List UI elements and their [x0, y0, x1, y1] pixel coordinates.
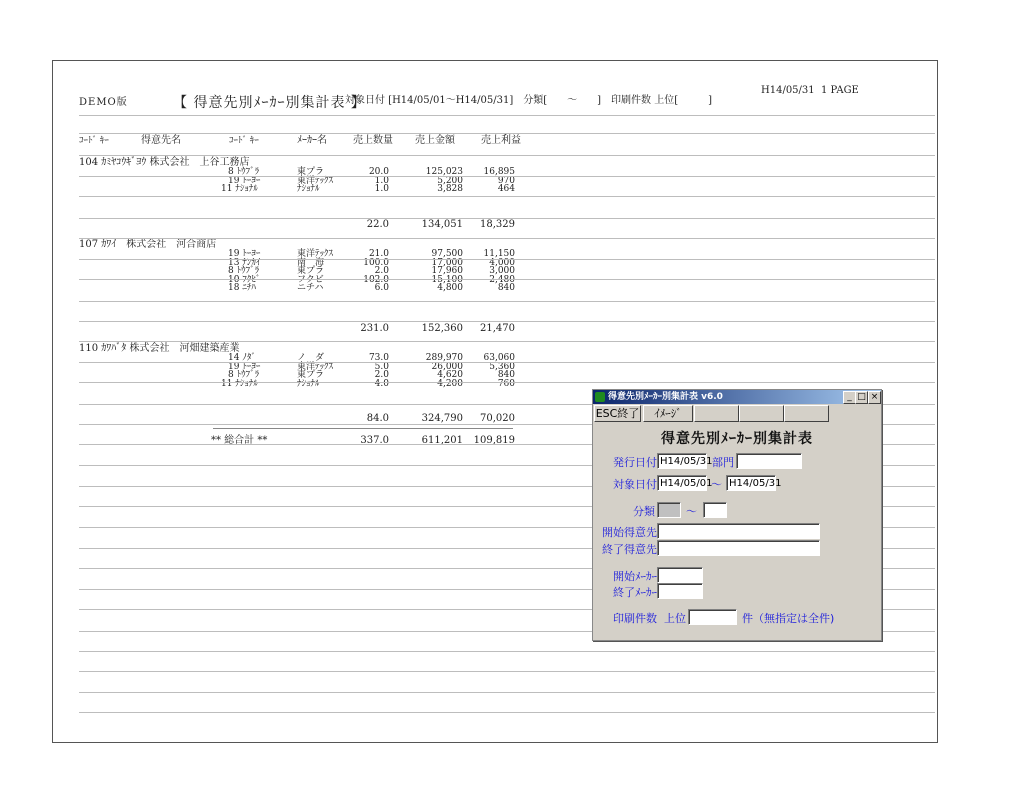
ruled-line: [79, 301, 935, 302]
maker-code: 19 ﾄｰﾖｰ: [228, 249, 261, 259]
profit-cell: 63,060: [483, 353, 515, 363]
issue-date-field[interactable]: H14/05/31: [657, 453, 707, 469]
subtotal-profit: 18,329: [480, 219, 515, 230]
profit-cell: 16,895: [483, 167, 515, 177]
profit-cell: 3,000: [489, 266, 515, 277]
grand-total-qty: 337.0: [360, 435, 389, 446]
maker-code: 14 ﾉﾀﾞ: [228, 353, 256, 363]
col-qty: 売上数量: [353, 135, 393, 146]
maker-name: 東プラ: [297, 167, 325, 177]
subtotal-amount: 134,051: [421, 219, 463, 230]
maker-name: ﾅｼｮﾅﾙ: [297, 378, 320, 389]
esc-exit-button[interactable]: ESC終了: [595, 407, 640, 420]
qty-cell: 6.0: [374, 283, 389, 294]
maker-code: 11 ﾅｼｮﾅﾙ: [221, 184, 258, 195]
maximize-icon[interactable]: □: [855, 391, 868, 404]
ruled-line: [79, 279, 935, 280]
ruled-line: [79, 176, 935, 177]
maker-name: 東プラ: [297, 370, 325, 381]
toolbar-blank-button-2[interactable]: [739, 405, 784, 422]
profit-cell: 970: [497, 175, 515, 186]
profit-cell: 2,480: [489, 274, 515, 285]
qty-cell: 73.0: [368, 353, 389, 363]
maker-name: 東プラ: [297, 266, 325, 277]
ruled-line: [79, 341, 935, 342]
ruled-line: [79, 671, 935, 672]
qty-cell: 1.0: [374, 184, 389, 195]
maker-name: 東洋ﾃｯｸｽ: [297, 249, 334, 259]
ruled-line: [79, 382, 935, 383]
profit-cell: 5,360: [489, 361, 515, 372]
maker-code: 19 ﾄｰﾖｰ: [228, 361, 261, 372]
maker-code: 13 ﾅﾝｶｲ: [228, 257, 261, 268]
col-profit: 売上利益: [481, 135, 521, 146]
category-from-field[interactable]: [657, 502, 681, 518]
ruled-line: [79, 196, 935, 197]
maker-code: 18 ﾆﾁﾊ: [228, 283, 256, 294]
profit-cell: 840: [497, 370, 515, 381]
subtotal-amount: 152,360: [421, 323, 463, 334]
toolbar-blank-button-1[interactable]: [694, 405, 739, 422]
maker-name: ﾅｼｮﾅﾙ: [297, 184, 320, 195]
maker-code: 19 ﾄｰﾖｰ: [228, 175, 261, 186]
subtotal-qty: 22.0: [366, 219, 389, 230]
profit-cell: 11,150: [483, 249, 515, 259]
maker-name: 南 海: [297, 257, 325, 268]
ruled-line: [79, 115, 935, 116]
profit-cell: 760: [497, 378, 515, 389]
qty-cell: 102.0: [363, 274, 389, 285]
qty-cell: 2.0: [374, 266, 389, 277]
maker-code: 11 ﾅｼｮﾅﾙ: [221, 378, 258, 389]
amount-cell: 5,200: [437, 175, 463, 186]
print-count-field[interactable]: [688, 609, 737, 625]
maker-name: フクビ: [297, 274, 324, 285]
col-maker-name: ﾒｰｶｰ名: [297, 135, 327, 146]
amount-cell: 125,023: [425, 167, 463, 177]
maker-code: 8 ﾄｳﾌﾞﾗ: [228, 370, 260, 381]
ruled-line: [79, 692, 935, 693]
maker-name: 東洋ﾃｯｸｽ: [297, 175, 334, 186]
qty-cell: 4.0: [374, 378, 389, 389]
ruled-line: [79, 133, 935, 134]
subtotal-qty: 231.0: [360, 323, 389, 334]
customer-header: 107 ｶﾜｲ 株式会社 河合商店: [79, 239, 217, 250]
start-maker-field[interactable]: [657, 567, 703, 583]
start-maker-label: 開始ﾒｰｶｰ: [613, 570, 657, 583]
maker-name: ノ ダ: [297, 353, 325, 363]
maker-code: 10 ﾌｸﾋﾞ: [228, 274, 261, 285]
category-label: 分類: [633, 505, 655, 518]
category-to-field[interactable]: [703, 502, 727, 518]
demo-label: DEMO版: [79, 97, 128, 108]
target-date-label: 対象日付: [613, 478, 657, 491]
ruled-line: [79, 712, 935, 713]
end-customer-field[interactable]: [657, 540, 820, 556]
qty-cell: 21.0: [368, 249, 389, 259]
amount-cell: 289,970: [425, 353, 463, 363]
toolbar-blank-button-3[interactable]: [784, 405, 829, 422]
start-customer-field[interactable]: [657, 523, 820, 539]
amount-cell: 4,800: [437, 283, 463, 294]
dialog-titlebar[interactable]: [593, 390, 881, 404]
maker-code: 8 ﾄｳﾌﾞﾗ: [228, 167, 260, 177]
ruled-line: [79, 321, 935, 322]
ruled-line: [79, 155, 935, 156]
end-maker-field[interactable]: [657, 583, 703, 599]
ruled-line: [79, 362, 935, 363]
grand-total-rule: [213, 428, 513, 429]
subtotal-profit: 70,020: [480, 413, 515, 424]
customer-header: 104 ｶﾐﾔｺｳｷﾞﾖｳ 株式会社 上谷工務店: [79, 157, 250, 168]
qty-cell: 2.0: [374, 370, 389, 381]
amount-cell: 4,620: [437, 370, 463, 381]
maker-name: 東洋ﾃｯｸｽ: [297, 361, 334, 372]
subtotal-profit: 21,470: [480, 323, 515, 334]
grand-total-profit: 109,819: [473, 435, 515, 446]
category-range-tilde: ～: [686, 505, 697, 518]
profit-cell: 464: [497, 184, 515, 195]
minimize-icon[interactable]: _: [843, 391, 856, 404]
col-maker-code: ｺｰﾄﾞ ｷｰ: [229, 136, 259, 146]
profit-cell: 840: [497, 283, 515, 294]
end-maker-label: 終了ﾒｰｶｰ: [613, 586, 657, 599]
amount-cell: 26,000: [431, 361, 463, 372]
report-settings-dialog: [592, 389, 882, 641]
dialog-heading: 得意先別ﾒｰｶｰ別集計表: [661, 431, 813, 447]
print-date: H14/05/31: [761, 85, 815, 96]
ruled-line: [79, 259, 935, 260]
qty-cell: 20.0: [368, 167, 389, 177]
print-count-note: 件（無指定は全件): [742, 612, 835, 625]
col-cust-code: ｺｰﾄﾞ ｷｰ: [79, 136, 109, 146]
page-number: 1 PAGE: [821, 85, 859, 96]
amount-cell: 97,500: [431, 249, 463, 259]
dept-field[interactable]: [736, 453, 802, 469]
close-icon[interactable]: ×: [868, 391, 881, 404]
amount-cell: 15,100: [431, 274, 463, 285]
date-range-tilde: ～: [711, 478, 722, 491]
qty-cell: 100.0: [363, 257, 389, 268]
subtotal-amount: 324,790: [421, 413, 463, 424]
app-icon: [595, 392, 605, 402]
amount-cell: 3,828: [437, 184, 463, 195]
grand-total-amount: 611,201: [421, 435, 463, 446]
ruled-line: [79, 218, 935, 219]
dialog-title: 得意先別ﾒｰｶｰ別集計表 v6.0: [608, 392, 723, 402]
print-count-label: 印刷件数: [613, 612, 657, 625]
amount-cell: 17,000: [431, 257, 463, 268]
report-title: 【 得意先別ﾒｰｶｰ別集計表 】: [173, 95, 366, 111]
customer-header: 110 ｶﾜﾊﾞﾀ 株式会社 河畑建築産業: [79, 343, 240, 354]
col-cust-name: 得意先名: [141, 135, 181, 146]
report-header-params: 対象日付 [H14/05/01～H14/05/31] 分類[ ～ ] 印刷件数 上位[ ]: [345, 95, 713, 106]
dept-label: 部門: [712, 456, 734, 469]
qty-cell: 5.0: [374, 361, 389, 372]
maker-name: ニチハ: [297, 283, 324, 294]
profit-cell: 4,000: [489, 257, 515, 268]
subtotal-qty: 84.0: [366, 413, 389, 424]
ruled-line: [79, 238, 935, 239]
end-customer-label: 終了得意先: [602, 543, 657, 556]
col-amount: 売上金額: [415, 135, 455, 146]
maker-code: 8 ﾄｳﾌﾞﾗ: [228, 266, 260, 277]
image-preview-button[interactable]: ｲﾒｰｼﾞ: [643, 405, 693, 422]
top-label: 上位: [664, 612, 686, 625]
start-customer-label: 開始得意先: [602, 526, 657, 539]
issue-date-label: 発行日付: [613, 456, 657, 469]
qty-cell: 1.0: [374, 175, 389, 186]
grand-total-label: ** 総合計 **: [211, 435, 268, 446]
amount-cell: 17,960: [431, 266, 463, 277]
amount-cell: 4,200: [437, 378, 463, 389]
target-date-from-field[interactable]: H14/05/01: [657, 475, 707, 491]
target-date-to-field[interactable]: H14/05/31: [726, 475, 776, 491]
ruled-line: [79, 651, 935, 652]
